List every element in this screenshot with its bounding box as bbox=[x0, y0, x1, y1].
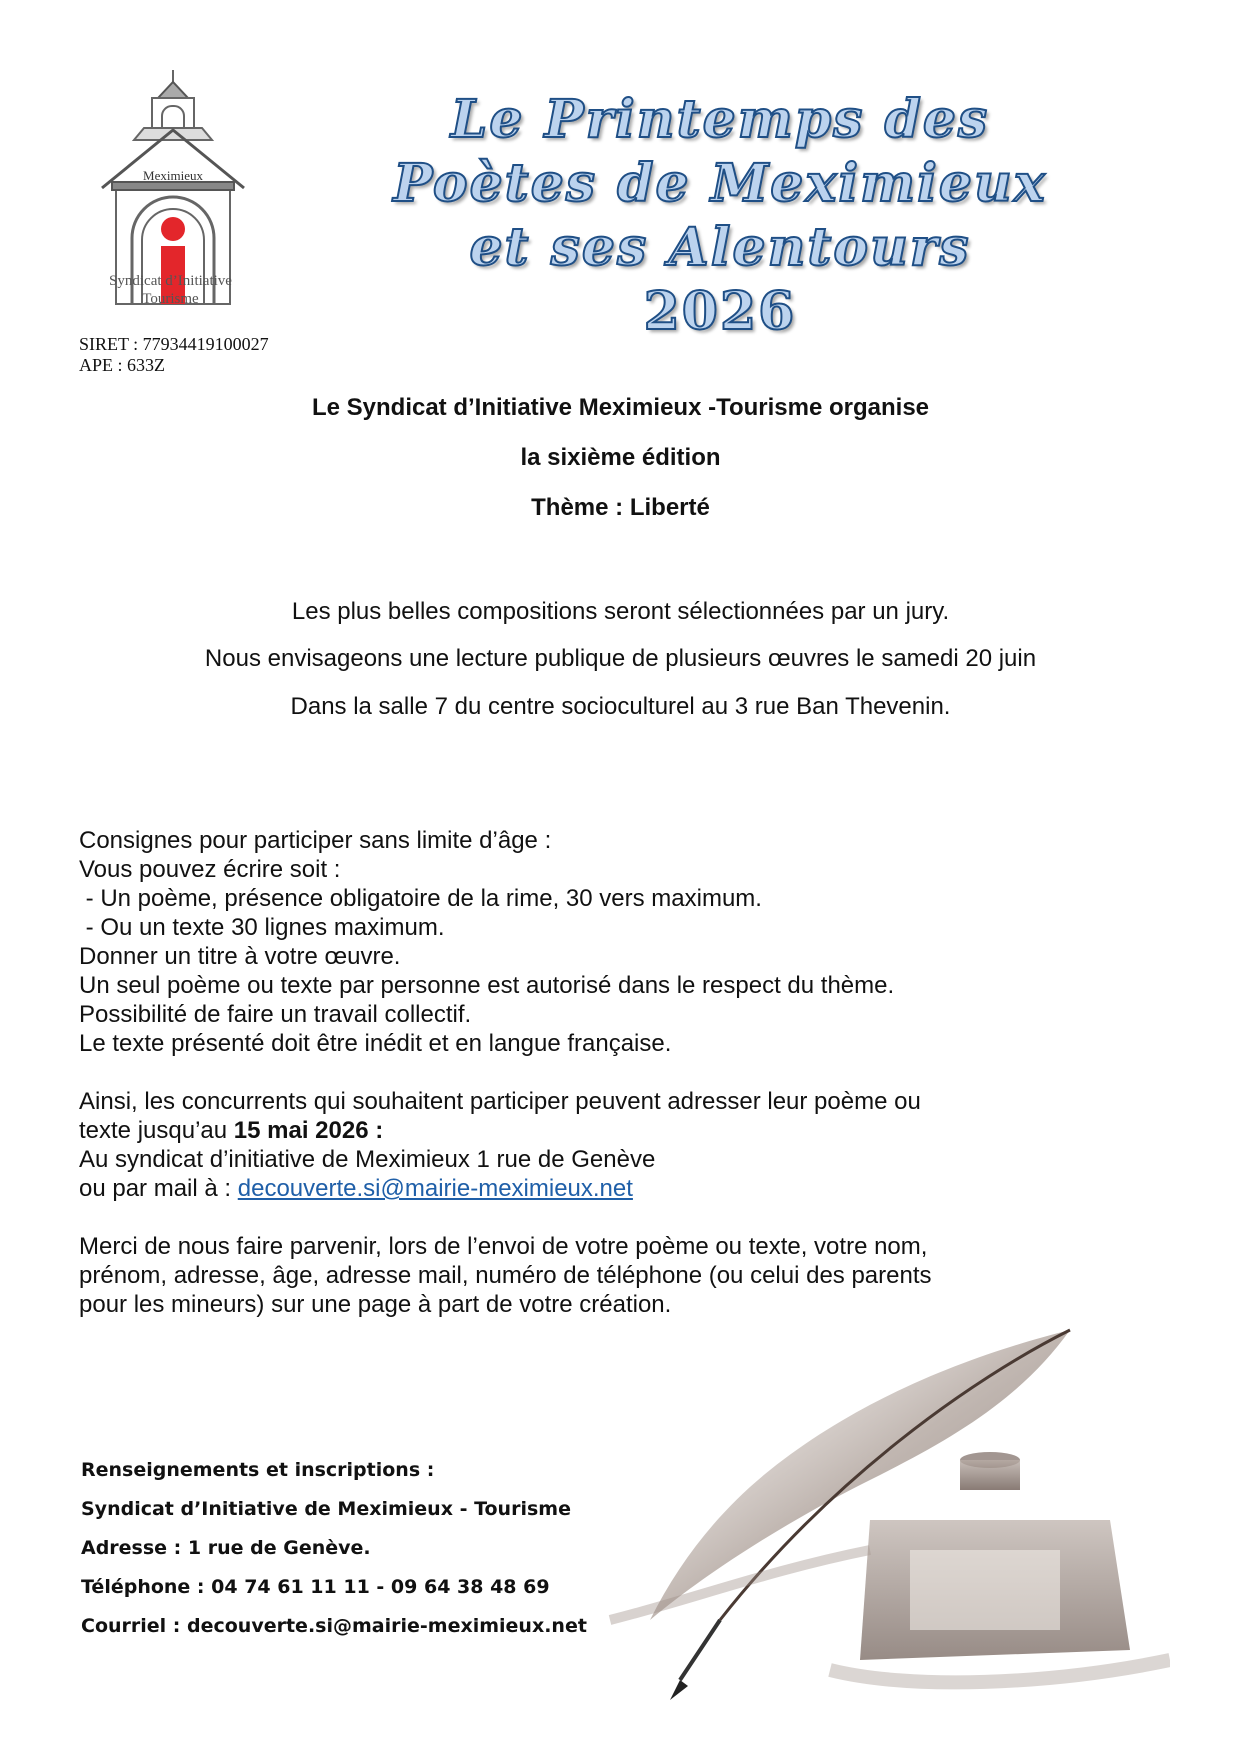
title-line: et ses Alentours bbox=[469, 217, 971, 278]
title-year: 2026 bbox=[643, 281, 797, 342]
submission-text: texte jusqu’au bbox=[79, 1117, 234, 1144]
rule-line: - Ou un texte 30 lignes maximum. bbox=[79, 914, 445, 941]
deadline-date: 15 mai 2026 : bbox=[233, 1117, 384, 1144]
submission-text: ou par mail à : bbox=[79, 1175, 238, 1202]
title-line: Poètes de Meximieux bbox=[393, 153, 1047, 214]
contact-address: Adresse : 1 rue de Genève. bbox=[81, 1537, 371, 1559]
logo-caption bbox=[88, 272, 253, 308]
company-identifiers bbox=[79, 334, 269, 376]
logo-caption-line: Tourisme bbox=[142, 291, 199, 307]
rules-section bbox=[79, 826, 1139, 1319]
submission-line: Ainsi, les concurrents qui souhaitent participer peuvent adresser leur poème ou bbox=[79, 1088, 921, 1115]
contact-phone: Téléphone : 04 74 61 11 11 - 09 64 38 48 69 bbox=[81, 1576, 550, 1598]
title-line: Le Printemps des bbox=[450, 89, 990, 150]
thanks-line: pour les mineurs) sur une page à part de votre création. bbox=[79, 1291, 672, 1318]
intro-line: Nous envisageons une lecture publique de plusieurs œuvres le samedi 20 juin bbox=[204, 645, 1037, 672]
submission-line: Au syndicat d’initiative de Meximieux 1 rue de Genève bbox=[79, 1146, 656, 1173]
contact-email: Courriel : decouverte.si@mairie-meximieux.net bbox=[81, 1615, 587, 1637]
submission-deadline-line bbox=[79, 1116, 1139, 1145]
ape-code: APE : 633Z bbox=[79, 355, 166, 375]
rule-line: Le texte présenté doit être inédit et en langue française. bbox=[79, 1030, 672, 1057]
siret-number: SIRET : 77934419100027 bbox=[79, 334, 269, 354]
rule-line: Vous pouvez écrire soit : bbox=[79, 856, 341, 883]
rule-line: Un seul poème ou texte par personne est autorisé dans le respect du thème. bbox=[79, 972, 895, 999]
logo-caption-line: Syndicat d’Initiative bbox=[109, 273, 232, 289]
rule-line: Possibilité de faire un travail collectif. bbox=[79, 1001, 472, 1028]
rule-line: Consignes pour participer sans limite d’âge : bbox=[79, 827, 552, 854]
organizer-heading: Le Syndicat d’Initiative Meximieux -Tourisme organise bbox=[311, 394, 930, 421]
email-link[interactable]: decouverte.si@mairie-meximieux.net bbox=[237, 1175, 633, 1202]
theme-heading: Thème : Liberté bbox=[531, 494, 710, 521]
rule-line: Donner un titre à votre œuvre. bbox=[79, 943, 401, 970]
thanks-line: Merci de nous faire parvenir, lors de l’envoi de votre poème ou texte, votre nom, bbox=[79, 1233, 928, 1260]
edition-heading: la sixième édition bbox=[520, 444, 721, 471]
contact-section bbox=[81, 1451, 587, 1646]
rule-line: - Un poème, présence obligatoire de la rime, 30 vers maximum. bbox=[79, 885, 762, 912]
quill-inkwell-icon bbox=[570, 1320, 1170, 1740]
event-title bbox=[330, 88, 1110, 344]
submission-email-line bbox=[79, 1174, 1139, 1203]
thanks-line: prénom, adresse, âge, adresse mail, numéro de téléphone (ou celui des parents bbox=[79, 1262, 932, 1289]
intro-line: Les plus belles compositions seront sélectionnées par un jury. bbox=[291, 598, 950, 625]
contact-heading: Renseignements et inscriptions : bbox=[81, 1459, 435, 1481]
svg-text:Meximieux: Meximieux bbox=[143, 168, 203, 183]
contact-org: Syndicat d’Initiative de Meximieux - Tourisme bbox=[81, 1498, 571, 1520]
intro-line: Dans la salle 7 du centre socioculturel au 3 rue Ban Thevenin. bbox=[290, 693, 951, 720]
